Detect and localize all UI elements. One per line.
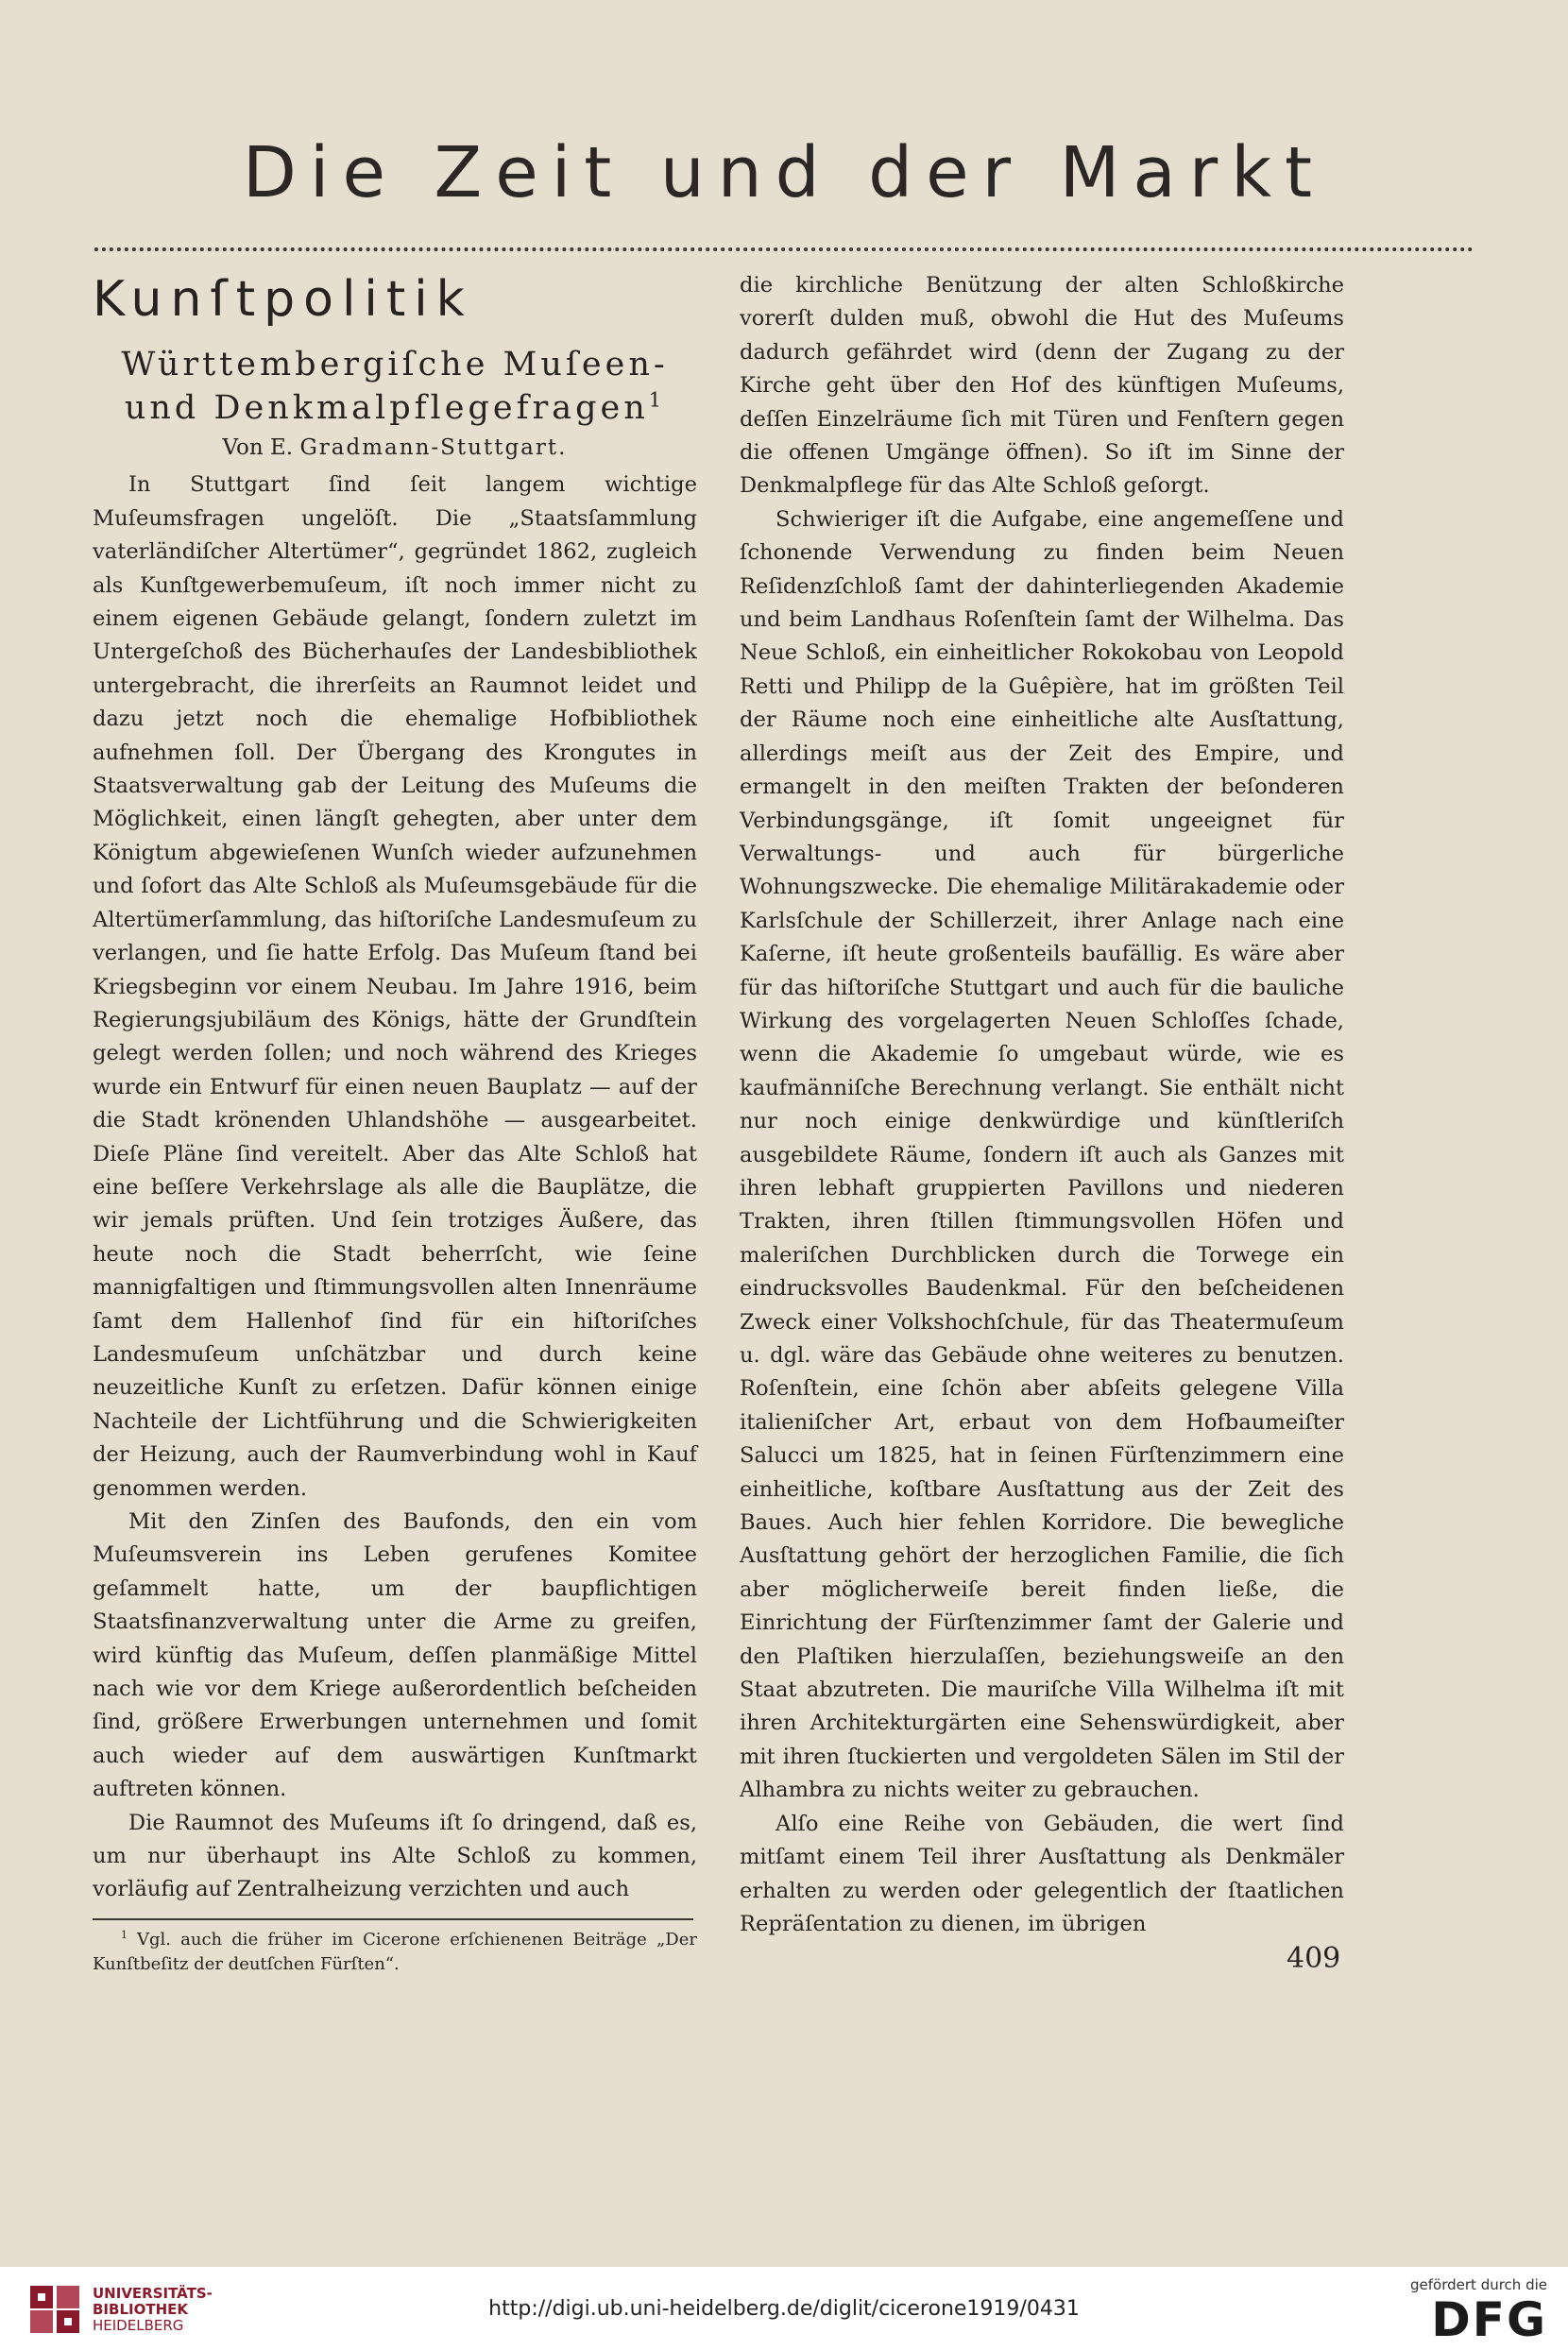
- footnote-rule: [93, 1918, 693, 1920]
- dotted-rule: [94, 247, 1474, 251]
- paragraph: In Stuttgart ſind ſeit langem wichtige Muſeumsfragen ungelöſt. Die „Staatsſammlung vaterländiſcher Altertümer“, gegründet 1862, zugleich als Kunſtgewerbemuſeum, iſt noch immer nicht zu einem eigenen Gebäude gelangt, ſondern zuletzt im Untergeſchoß des Bücherhauſes der Landesbibliothek untergebracht, die ihrerſeits an Raumnot leidet und dazu jetzt noch die ehemalige Hofbibliothek aufnehmen ſoll. Der Übergang des Krongutes in Staatsverwaltung gab der Leitung des Muſeums die Möglichkeit, einen längſt gehegten, aber unter dem Königtum abgewieſenen Wunſch wieder aufzunehmen und ſofort das Alte Schloß als Muſeumsgebäude für die Altertümerſammlung, das hiſtoriſche Landesmuſeum zu verlangen, und ſie hatte Erfolg. Das Muſeum ſtand bei Kriegsbeginn vor einem Neubau. Im Jahre 1916, beim Regierungsjubiläum des Königs, hätte der Grundſtein gelegt werden ſollen; und noch während des Krieges wurde ein Entwurf für einen neuen Bauplatz — auf der die Stadt krönenden Uhlandshöhe — ausgearbeitet. Dieſe Pläne ſind vereitelt. Aber das Alte Schloß hat eine beſſere Verkehrslage als alle die Bauplätze, die wir jemals prüften. Und ſein trotziges Äußere, das heute noch die Stadt beherrſcht, wie ſeine mannigfaltigen und ſtimmungsvollen alten Innenräume ſamt dem Hallenhof ſind für ein hiſtoriſches Landesmuſeum unſchätzbar und durch keine neuzeitliche Kunſt zu erſetzen. Dafür können einige Nachteile der Lichtführung und die Schwierigkeiten der Heizung, auch der Raumverbindung wohl in Kauf genommen werden.: [93, 472, 697, 1501]
- footnote-reference: 1: [648, 388, 666, 412]
- section-title: Kunſtpolitik: [93, 271, 473, 328]
- library-name-line2: BIBLIOTHEK: [93, 2301, 188, 2318]
- article-title-line2: und Denkmalpflegefragen: [124, 389, 649, 427]
- paragraph: Schwieriger iſt die Aufgabe, eine angemeſſene und ſchonende Verwendung zu finden beim Neuen Reſidenzſchloß ſamt der dahinterliegenden Akademie und beim Landhaus Roſenſtein ſamt der Wilhelma. Das Neue Schloß, ein einheitlicher Rokokobau von Leopold Retti und Philipp de la Guêpière, hat im größten Teil der Räume noch eine einheitliche alte Ausſtattung, allerdings meiſt aus der Zeit des Empire, und ermangelt in den meiſten Trakten der beſonderen Verbindungsgänge, iſt ſomit ungeeignet für Verwaltungs- und auch für bürgerliche Wohnungszwecke. Die ehemalige Militärakademie oder Karlsſchule der Schillerzeit, ihrer Anlage nach eine Kaſerne, iſt heute großenteils baufällig. Es wäre aber für das hiſtoriſche Stuttgart und auch für die bauliche Wirkung des vorgelagerten Neuen Schloſſes ſchade, wenn die Akademie ſo umgebaut würde, wie es kaufmänniſche Berechnung verlangt. Sie enthält nicht nur noch einige denkwürdige und künſtleriſch ausgebildete Räume, ſondern iſt auch als Ganzes mit ihren lebhaft gruppierten Pavillons und niederen Trakten, ihren ſtillen ſtimmungsvollen Höfen und maleriſchen Durchblicken durch die Torwege ein eindrucksvolles Baudenkmal. Für den beſcheidenen Zweck einer Volkshochſchule, für das Theatermuſeum u. dgl. wäre das Gebäude ohne weiteres zu benutzen. Roſenſtein, eine ſchön aber abſeits gelegene Villa italieniſcher Art, erbaut von dem Hofbaumeiſter Salucci um 1825, hat in ſeinen Fürſtenzimmern eine einheitliche, koſtbare Ausſtattung aus der Zeit des Baues. Auch hier fehlen Korridore. Die bewegliche Ausſtattung gehört der herzoglichen Familie, die ſich aber möglicherweiſe bereit finden ließe, die Einrichtung der Fürſtenzimmer ſamt der Galerie und den Plaſtiken hierzulaſſen, beziehungsweiſe an den Staat abzutreten. Die mauriſche Villa Wilhelma iſt mit ihren Architekturgärten eine Sehenswürdigkeit, aber mit ihren ſtuckierten und vergoldeten Sälen im Stil der Alhambra zu nichts weiter zu gebrauchen.: [740, 506, 1344, 1803]
- footnote: [93, 1928, 697, 1977]
- byline-prefix: Von E.: [222, 435, 294, 460]
- byline: [93, 432, 697, 465]
- footer-bar: [0, 2267, 1568, 2350]
- article-title-line1: Württembergiſche Muſeen-: [121, 346, 669, 383]
- dfg-logo: DFG: [1431, 2292, 1547, 2347]
- source-url-link[interactable]: http://digi.ub.uni-heidelberg.de/diglit/cicerone1919/0431: [488, 2297, 1080, 2321]
- masthead-title: Die Zeit und der Markt: [242, 132, 1326, 213]
- byline-author: Gradmann-Stuttgart.: [299, 435, 568, 460]
- page-number: 409: [1287, 1942, 1341, 1975]
- paragraph: Die Raumnot des Muſeums iſt ſo dringend, daß es, um nur überhaupt ins Alte Schloß zu kommen, vorläufig auf Zentralheizung verzichten und auch: [93, 1810, 697, 1902]
- funding-caption: gefördert durch die: [1410, 2276, 1547, 2293]
- paragraph: Alſo eine Reihe von Gebäuden, die wert ſind mitſamt einem Teil ihrer Ausſtattung als Denkmäler erhalten zu werden oder gelegentlich der ſtaatlichen Repräſentation zu dienen, im übrigen: [740, 1811, 1344, 1936]
- right-column: [740, 269, 1344, 1941]
- footnote-text: Vgl. auch die früher im Cicerone erſchienenen Beiträge „Der Kunſtbeſitz der deutſchen Fürſten“.: [93, 1929, 697, 1974]
- paragraph: die kirchliche Benützung der alten Schloßkirche vorerſt dulden muß, obwohl die Hut des Muſeums dadurch gefährdet wird (denn der Zugang zu der Kirche geht über den Hof des künftigen Muſeums, deſſen Einzelräume ſich mit Türen und Fenſtern gegen die offenen Umgänge öffnen). So iſt im Sinne der Denkmalpflege für das Alte Schloß geſorgt.: [740, 273, 1344, 499]
- footnote-mark: 1: [121, 1928, 128, 1941]
- library-name-line1: UNIVERSITÄTS-: [93, 2285, 213, 2302]
- paragraph: Mit den Zinſen des Baufonds, den ein vom Muſeumsverein ins Leben gerufenes Komitee geſammelt hatte, um der baupflichtigen Staatsfinanzverwaltung unter die Arme zu greifen, wird künftig das Muſeum, deſſen planmäßige Mittel nach wie vor dem Kriege außerordentlich beſcheiden ſind, größere Erwerbungen unternehmen und ſomit auch wieder auf dem auswärtigen Kunſtmarkt auftreten können.: [93, 1509, 697, 1802]
- article-title: [93, 343, 697, 430]
- library-name-line3: HEIDELBERG: [93, 2317, 184, 2334]
- left-column: [93, 269, 697, 1977]
